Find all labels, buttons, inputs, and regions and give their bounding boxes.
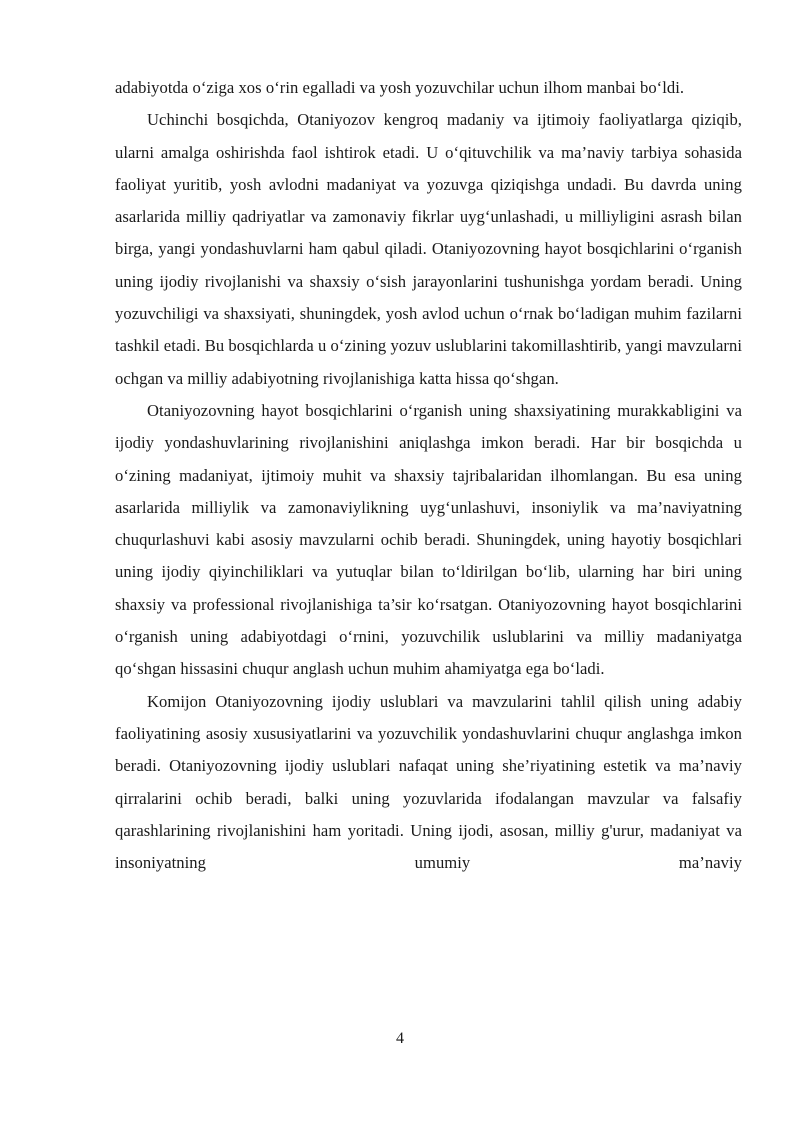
paragraph-creative-styles: Komijon Otaniyozovning ijodiy uslublari va mavzularini tahlil qilish uning adabiy faoliyatining asosiy xususiyatlarini va yozuvchilik yondashuvlarini chuqur anglashga imkon beradi. Otaniyozovning ijodiy uslublari nafaqat uning she’riyatining estetik va ma’naviy qirralarini ochib beradi, balki uning yozuvlarida ifodalangan mavzular va falsafiy qarashlarining rivojlanishini ham yoritadi. Uning ijodi, asosan, milliy g'urur, madaniyat va insoniyatning umumiy ma’naviy	[115, 691, 742, 873]
page-number: 4	[396, 1030, 404, 1047]
paragraph-continuation: adabiyotda o‘ziga xos o‘rin egalladi va yosh yozuvchilar uchun ilhom manbai bo‘ldi.	[115, 78, 685, 97]
paragraph-life-stages: Otaniyozovning hayot bosqichlarini o‘rganish uning shaxsiyatining murakkabligini va ijodiy yondashuvlarining rivojlanishini aniqlashga imkon beradi. Har bir bosqichda u o‘zining madaniyat, ijtimoiy muhit va shaxsiy tajribalaridan ilhomlangan. Bu esa uning asarlarida milliylik va zamonaviylikning uyg‘unlashuvi, insoniylik va ma’naviyatning chuqurlashuvi kabi asosiy mavzularni ochib beradi. Shuningdek, uning hayotiy bosqichlari uning ijodiy qiyinchiliklari va yutuqlar bilan to‘ldirilgan bo‘lib, ularning har biri uning shaxsiy va professional rivojlanishiga ta’sir ko‘rsatgan. Otaniyozovning hayot bosqichlarini o‘rganish uning adabiyotdagi o‘rnini, yozuvchilik uslublarini va milliy madaniyatga qo‘shgan hissasini chuqur anglash uchun muhim ahamiyatga ega bo‘ladi.	[115, 400, 742, 679]
body-text	[115, 72, 742, 879]
paragraph-third-stage: Uchinchi bosqichda, Otaniyozov kengroq madaniy va ijtimoiy faoliyatlarga qiziqib, ularni amalga oshirishda faol ishtirok etadi. U o‘qituvchilik va ma’naviy tarbiya sohasida faoliyat yuritib, yosh avlodni madaniyat va yozuvga qiziqishga undadi. Bu davrda uning asarlarida milliy qadriyatlar va zamonaviy fikrlar uyg‘unlashadi, u milliyligini asrash bilan birga, yangi yondashuvlarni ham qabul qiladi. Otaniyozovning hayot bosqichlarini o‘rganish uning ijodiy rivojlanishi va shaxsiy o‘sish jarayonlarini tushunishga yordam beradi. Uning yozuvchiligi va shaxsiyati, shuningdek, yosh avlod uchun o‘rnak bo‘ladigan muhim fazilarni tashkil etadi. Bu bosqichlarda u o‘zining yozuv uslublarini takomillashtirib, yangi mavzularni ochgan va milliy adabiyotning rivojlanishiga katta hissa qo‘shgan.	[115, 110, 742, 388]
